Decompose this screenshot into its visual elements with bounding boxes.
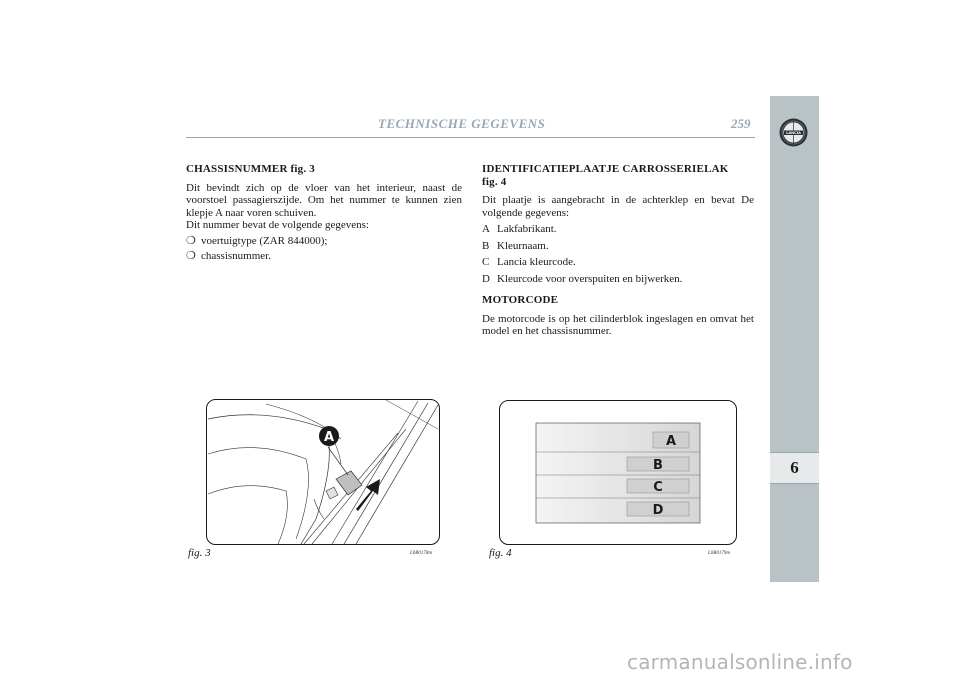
list-item bbox=[186, 250, 462, 263]
identificatieplaatje-heading bbox=[482, 163, 754, 188]
plate-label-d: D bbox=[652, 503, 664, 518]
item-letter: B bbox=[482, 239, 490, 252]
badge-lettering: LANCIA bbox=[786, 131, 801, 136]
bullet-icon: ❍ bbox=[186, 234, 196, 247]
chapter-number: 6 bbox=[770, 452, 819, 484]
item-letter: A bbox=[482, 223, 490, 235]
bullet-icon: ❍ bbox=[186, 250, 196, 262]
item-letter: C bbox=[482, 256, 490, 268]
figure-3-code: L0B0178m bbox=[410, 551, 432, 556]
plate-label-b: B bbox=[653, 458, 663, 473]
figure-4-caption: fig. 4 bbox=[489, 547, 512, 559]
item-text: Lakfabrikant. bbox=[497, 223, 557, 235]
list-item bbox=[482, 256, 754, 269]
item-text: Kleurnaam. bbox=[497, 239, 549, 252]
list-item bbox=[482, 240, 754, 253]
right-column bbox=[482, 163, 754, 338]
left-column bbox=[186, 163, 462, 263]
figure-4-illustration bbox=[499, 400, 737, 545]
section-title: TECHNISCHE GEGEVENS bbox=[378, 116, 546, 131]
page-number: 259 bbox=[731, 116, 751, 131]
plate-label-c: C bbox=[653, 480, 663, 495]
header-divider bbox=[186, 137, 755, 138]
chassisnummer-heading: CHASSISNUMMER fig. 3 bbox=[186, 163, 315, 175]
chassisnummer-paragraph: Dit bevindt zich op de vloer van het interieur, naast de voorstoel passagierszijde. Om het nummer te kunnen zien klepje A naar voren schuiven. bbox=[186, 181, 462, 219]
item-text: Kleurcode voor overspuiten en bijwerken. bbox=[497, 272, 683, 285]
list-item-text: chassisnummer. bbox=[201, 250, 271, 262]
chassisnummer-intro: Dit nummer bevat de volgende gegevens: bbox=[186, 219, 369, 231]
plate-label-a: A bbox=[665, 434, 677, 449]
list-item bbox=[186, 235, 462, 248]
figure-4-code: L0B0179m bbox=[708, 551, 730, 556]
lancia-shield-icon bbox=[779, 118, 808, 147]
heading-line: IDENTIFICATIEPLAATJE CARROSSERIELAK bbox=[482, 163, 729, 175]
callout-a-label: A bbox=[323, 430, 335, 445]
figure-3-illustration bbox=[206, 399, 440, 545]
item-text: Lancia kleurcode. bbox=[497, 256, 576, 268]
list-item bbox=[482, 223, 754, 236]
chapter-side-tab bbox=[770, 96, 819, 582]
motorcode-paragraph: De motorcode is op het cilinderblok ingeslagen en omvat het model en het chassisnummer. bbox=[482, 312, 754, 337]
motorcode-heading: MOTORCODE bbox=[482, 294, 559, 306]
watermark-link[interactable]: carmanualsonline.info bbox=[627, 650, 853, 674]
item-letter: D bbox=[482, 272, 490, 285]
list-item-text: voertuigtype (ZAR 844000); bbox=[201, 234, 328, 247]
list-item bbox=[482, 273, 754, 286]
identificatieplaatje-paragraph: Dit plaatje is aangebracht in de achterklep en bevat De volgende gegevens: bbox=[482, 194, 754, 219]
heading-line: fig. 4 bbox=[482, 175, 507, 188]
figure-3-caption: fig. 3 bbox=[188, 547, 211, 559]
